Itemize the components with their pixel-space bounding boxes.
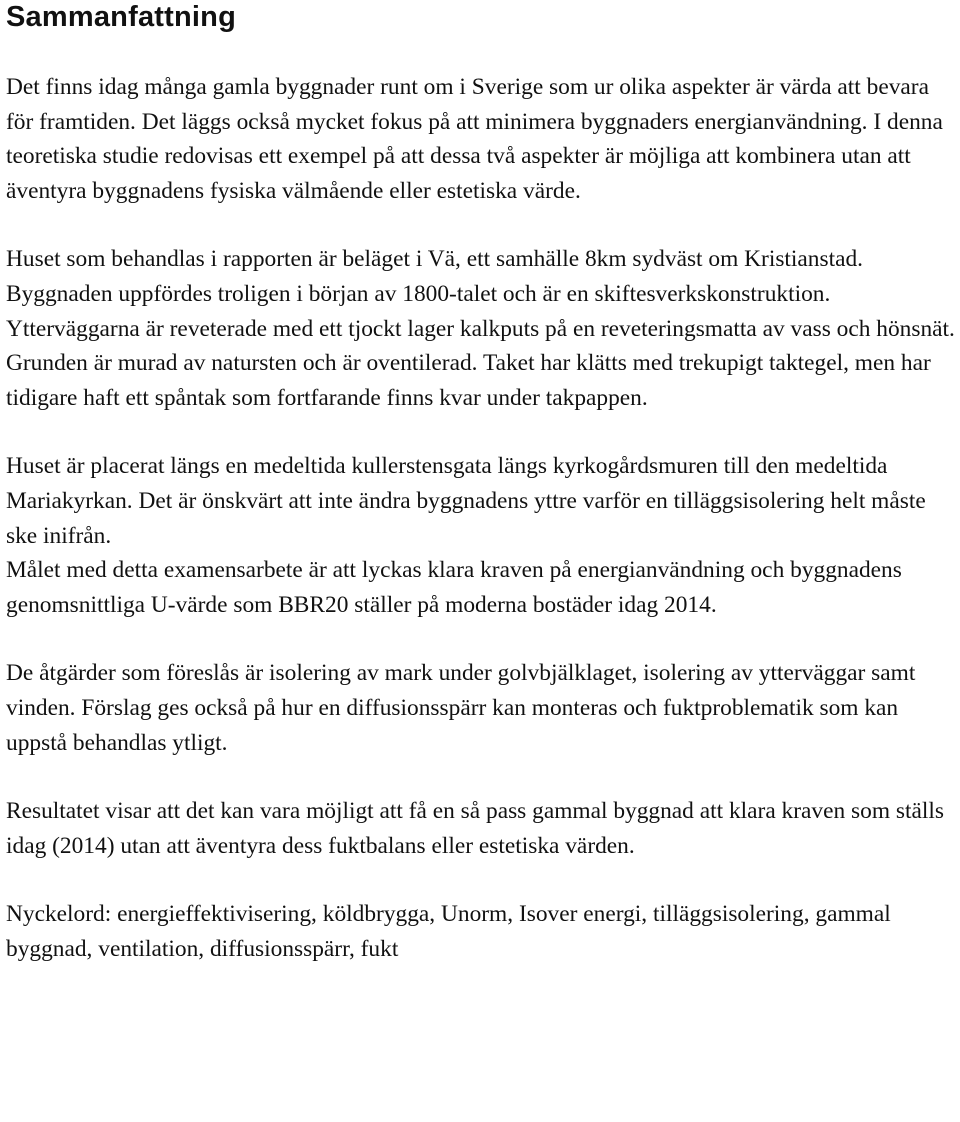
- paragraph-location: Huset är placerat längs en medeltida kullerstensgata längs kyrkogårdsmuren till den medeltida Mariakyrkan. Det är önskvärt att inte ändra byggnadens yttre varför en tilläggsisolering helt måste ske inifrån.: [6, 453, 926, 549]
- page-title: Sammanfattning: [6, 1, 236, 33]
- paragraph-keywords: Nyckelord: energieffektivisering, köldbrygga, Unorm, Isover energi, tilläggsisolering, gammal byggnad, ventilation, diffusionsspärr, fukt: [6, 901, 891, 962]
- paragraph-goal: Målet med detta examensarbete är att lyckas klara kraven på energianvändning och byggnadens genomsnittliga U-värde som BBR20 ställer på moderna bostäder idag 2014.: [6, 557, 902, 618]
- paragraph-intro: Det finns idag många gamla byggnader runt om i Sverige som ur olika aspekter är värda att bevara för framtiden. Det läggs också mycket fokus på att minimera byggnaders energianvändning. I denna teoretiska studie redovisas ett exempel på att dessa två aspekter är möjliga att kombinera utan att äventyra byggnadens fysiska välmående eller estetiska värde.: [6, 74, 943, 204]
- paragraph-results: Resultatet visar att det kan vara möjligt att få en så pass gammal byggnad att klara kraven som ställs idag (2014) utan att äventyra dess fuktbalans eller estetiska värden.: [6, 798, 944, 859]
- paragraph-house-description: Huset som behandlas i rapporten är beläget i Vä, ett samhälle 8km sydväst om Kristianstad. Byggnaden uppfördes troligen i början av 1800-talet och är en skiftesverkskonstruktion. Ytterväggarna är reveterade med ett tjockt lager kalkputs på en reveteringsmatta av vass och hönsnät. Grunden är murad av natursten och är oventilerad. Taket har klätts med trekupigt taktegel, men har tidigare haft ett spåntak som fortfarande finns kvar under takpappen.: [6, 246, 955, 411]
- paragraph-measures: De åtgärder som föreslås är isolering av mark under golvbjälklaget, isolering av ytterväggar samt vinden. Förslag ges också på hur en diffusionsspärr kan monteras och fuktproblematik som kan uppstå behandlas ytligt.: [6, 660, 916, 756]
